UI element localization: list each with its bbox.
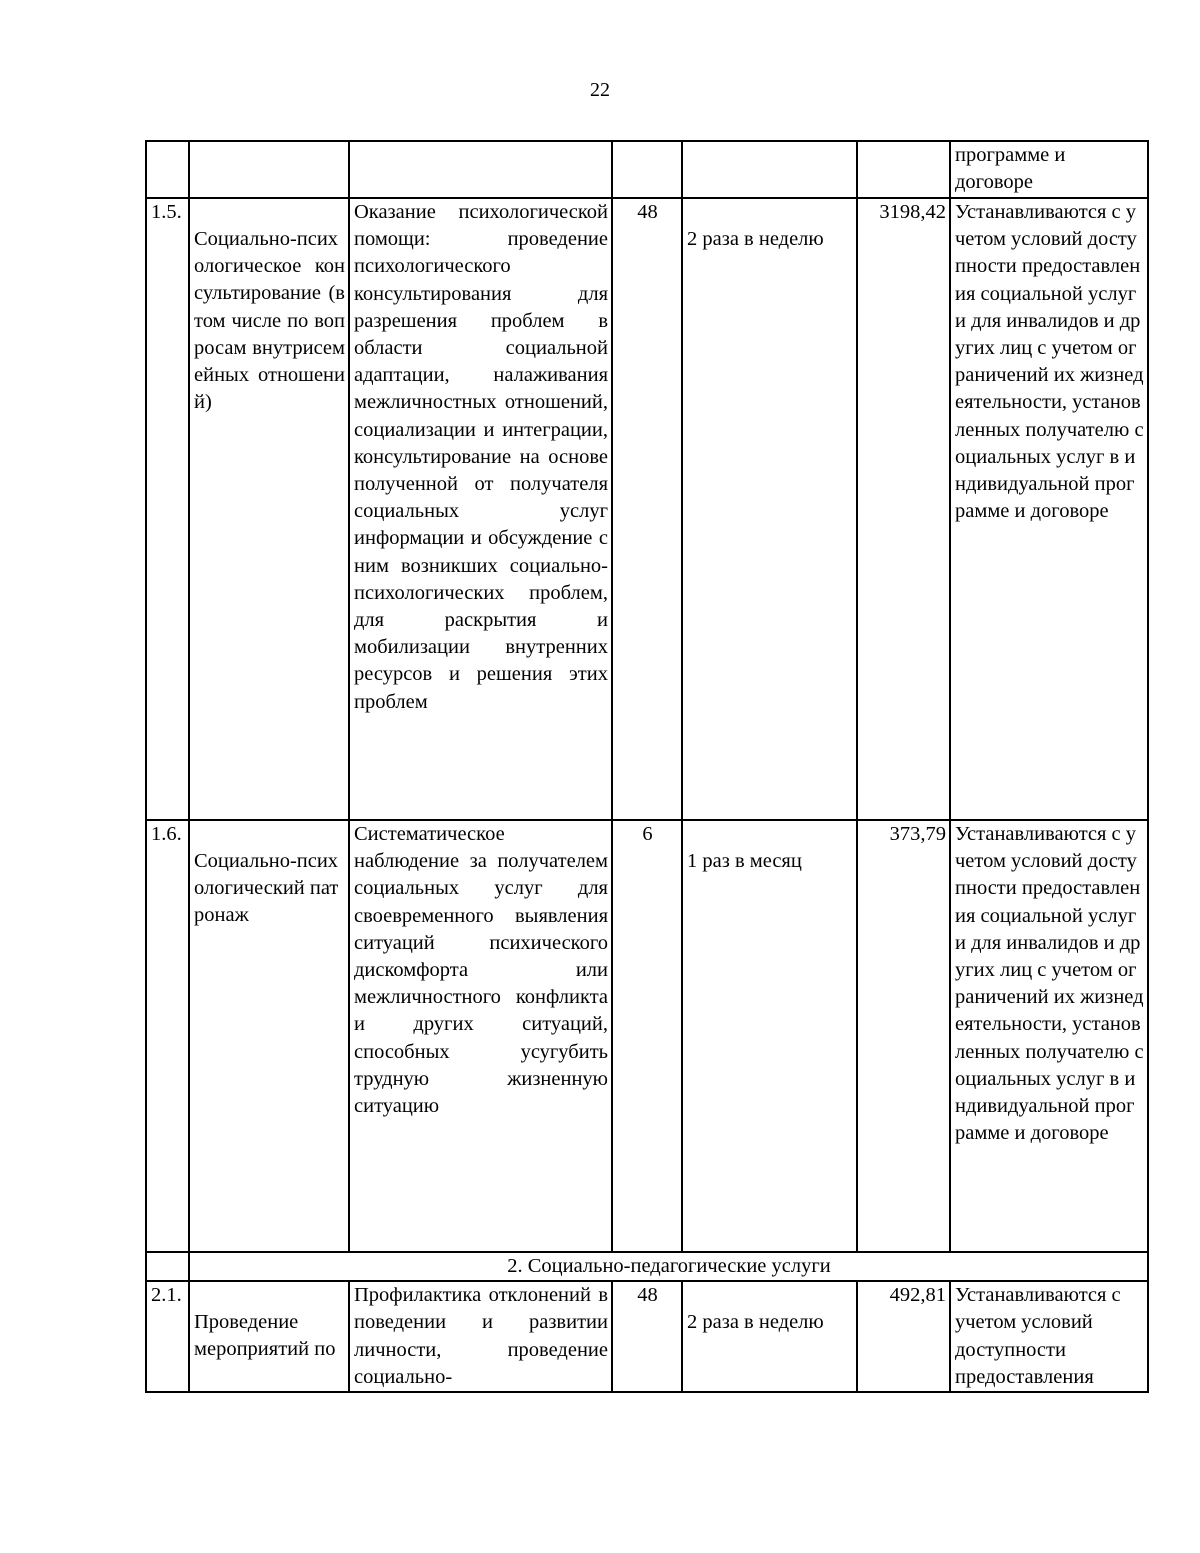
cell-name: Социально-психологическое консультирование (в том числе по вопросам внутрисемейных отношений) [189, 198, 349, 820]
cell-description [349, 141, 612, 198]
cell-name [189, 141, 349, 198]
cell-frequency: 2 раза в неделю [682, 198, 857, 820]
services-table [145, 140, 1149, 1393]
cell-price: 373,79 [857, 820, 950, 1252]
cell-price [857, 141, 950, 198]
cell-description: Профилактика отклонений в поведении и развитии личности, проведение социально- [349, 1281, 612, 1392]
cell-price: 492,81 [857, 1281, 950, 1392]
cell-name: Проведение мероприятий по [189, 1281, 349, 1392]
cell-num: 2.1. [146, 1281, 189, 1392]
cell-requirements: программе и договоре [950, 141, 1148, 198]
cell-count [612, 141, 682, 198]
cell-requirements: Устанавливаются с учетом условий доступности предоставления социальной услуги для инвалидов и других лиц с учетом ограничений их жизнедеятельности, установленных получателю социальных услуг в индивидуальной программе и договоре [950, 820, 1148, 1252]
cell-count: 48 [612, 198, 682, 820]
cell-name: Социально-психологический патронаж [189, 820, 349, 1252]
cell-description: Систематическое наблюдение за получателем социальных услуг для своевременного выявления ситуаций психического дискомфорта или межличностного конфликта и других ситуаций, способных усугубить трудную жизненную ситуацию [349, 820, 612, 1252]
table-row-continuation [146, 141, 1148, 198]
section-row [146, 1252, 1148, 1281]
cell-price: 3198,42 [857, 198, 950, 820]
cell-num: 1.5. [146, 198, 189, 820]
cell-frequency [682, 141, 857, 198]
cell-num: 1.6. [146, 820, 189, 1252]
cell-num [146, 141, 189, 198]
page-number: 22 [590, 79, 610, 101]
table-row-1-5 [146, 198, 1148, 820]
table-row-2-1 [146, 1281, 1148, 1392]
cell-frequency: 1 раз в месяц [682, 820, 857, 1252]
cell-num [146, 1252, 189, 1281]
cell-requirements: Устанавливаются с учетом условий доступности предоставления социальной услуги для инвалидов и других лиц с учетом ограничений их жизнедеятельности, установленных получателю социальных услуг в индивидуальной программе и договоре [950, 198, 1148, 820]
cell-count: 48 [612, 1281, 682, 1392]
cell-count: 6 [612, 820, 682, 1252]
cell-requirements: Устанавливаются с учетом условий доступности предоставления [950, 1281, 1148, 1392]
table-row-1-6 [146, 820, 1148, 1252]
cell-frequency: 2 раза в неделю [682, 1281, 857, 1392]
cell-description: Оказание психологической помощи: проведение психологического консультирования для разрешения проблем в области социальной адаптации, налаживания межличностных отношений, социализации и интеграции, консультирование на основе полученной от получателя социальных услуг информации и обсуждение с ним возникших социально-психологических проблем, для раскрытия и мобилизации внутренних ресурсов и решения этих проблем [349, 198, 612, 820]
section-title: 2. Социально-педагогические услуги [189, 1252, 1148, 1281]
